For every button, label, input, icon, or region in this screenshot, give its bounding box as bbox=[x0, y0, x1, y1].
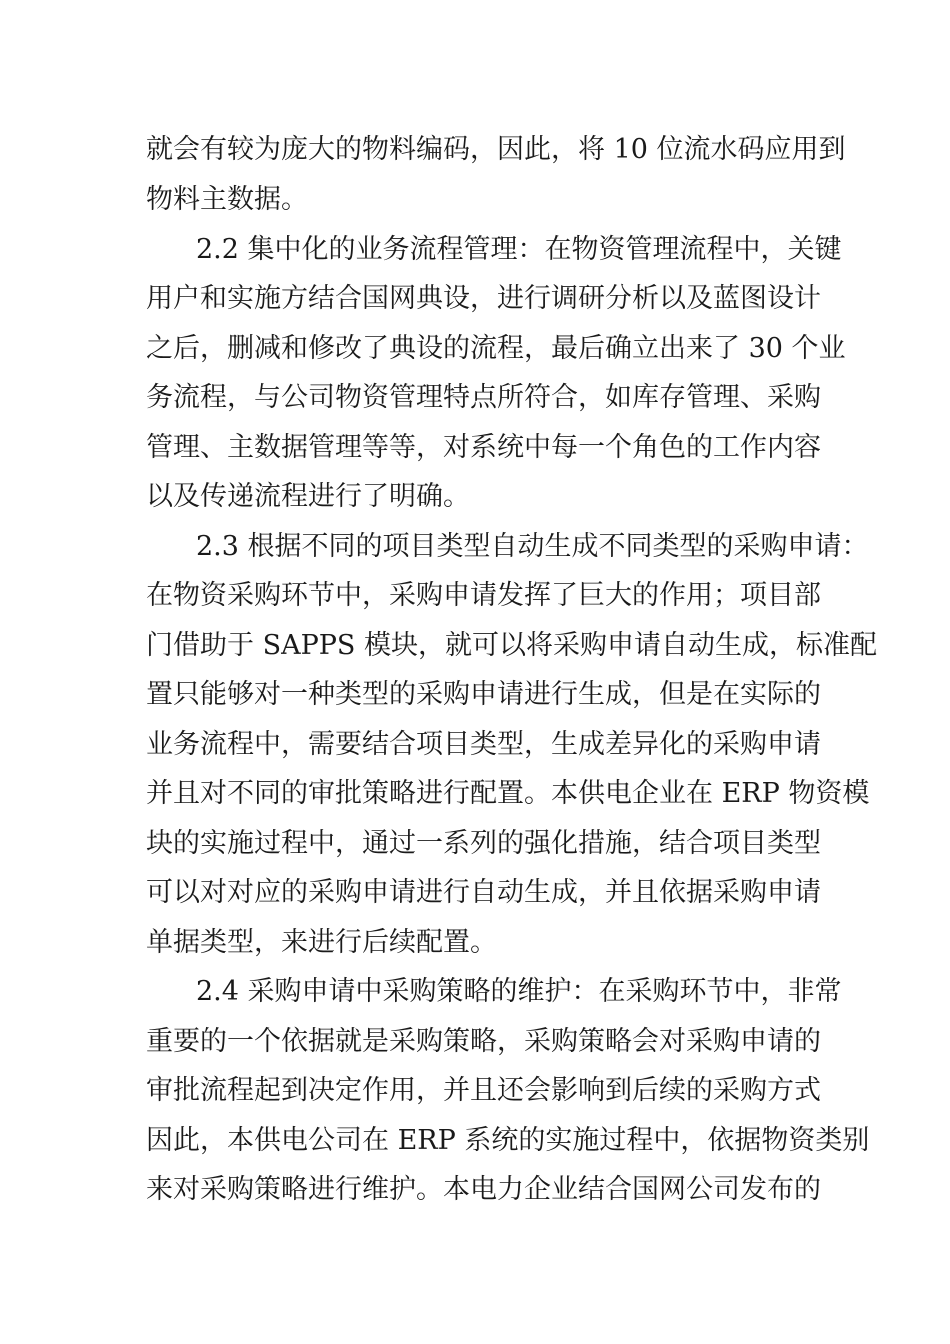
text-line: 重要的一个依据就是采购策略，采购策略会对采购申请的 bbox=[146, 1026, 821, 1057]
text-line: 并且对不同的审批策略进行配置。本供电企业在 ERP 物资模 bbox=[146, 778, 870, 809]
text-line: 就会有较为庞大的物料编码，因此，将 10 位流水码应用到 bbox=[146, 134, 846, 165]
text-line: 可以对对应的采购申请进行自动生成，并且依据采购申请 bbox=[146, 877, 821, 908]
text-line: 块的实施过程中，通过一系列的强化措施，结合项目类型 bbox=[146, 828, 821, 859]
text-line: 因此，本供电公司在 ERP 系统的实施过程中，依据物资类别 bbox=[146, 1125, 870, 1156]
text-line: 单据类型，来进行后续配置。 bbox=[146, 927, 497, 958]
text-line: 业务流程中，需要结合项目类型，生成差异化的采购申请 bbox=[146, 729, 821, 760]
text-line: 审批流程起到决定作用，并且还会影响到后续的采购方式 bbox=[146, 1075, 821, 1106]
text-line: 用户和实施方结合国网典设，进行调研分析以及蓝图设计 bbox=[146, 283, 821, 314]
text-line: 之后，删减和修改了典设的流程，最后确立出来了 30 个业 bbox=[146, 333, 846, 364]
section-heading-line: 2.3 根据不同的项目类型自动生成不同类型的采购申请： bbox=[196, 531, 869, 562]
section-heading-line: 2.4 采购申请中采购策略的维护：在采购环节中，非常 bbox=[196, 976, 842, 1007]
section-heading-line: 2.2 集中化的业务流程管理：在物资管理流程中，关键 bbox=[196, 234, 842, 265]
text-line: 物料主数据。 bbox=[146, 184, 308, 215]
text-line: 管理、主数据管理等等，对系统中每一个角色的工作内容 bbox=[146, 432, 821, 463]
text-line: 门借助于 SAPPS 模块，就可以将采购申请自动生成，标准配 bbox=[146, 630, 877, 661]
text-line: 以及传递流程进行了明确。 bbox=[146, 481, 470, 512]
text-line: 置只能够对一种类型的采购申请进行生成，但是在实际的 bbox=[146, 679, 821, 710]
text-line: 务流程，与公司物资管理特点所符合，如库存管理、采购 bbox=[146, 382, 821, 413]
text-line: 来对采购策略进行维护。本电力企业结合国网公司发布的 bbox=[146, 1174, 821, 1205]
text-line: 在物资采购环节中，采购申请发挥了巨大的作用；项目部 bbox=[146, 580, 821, 611]
